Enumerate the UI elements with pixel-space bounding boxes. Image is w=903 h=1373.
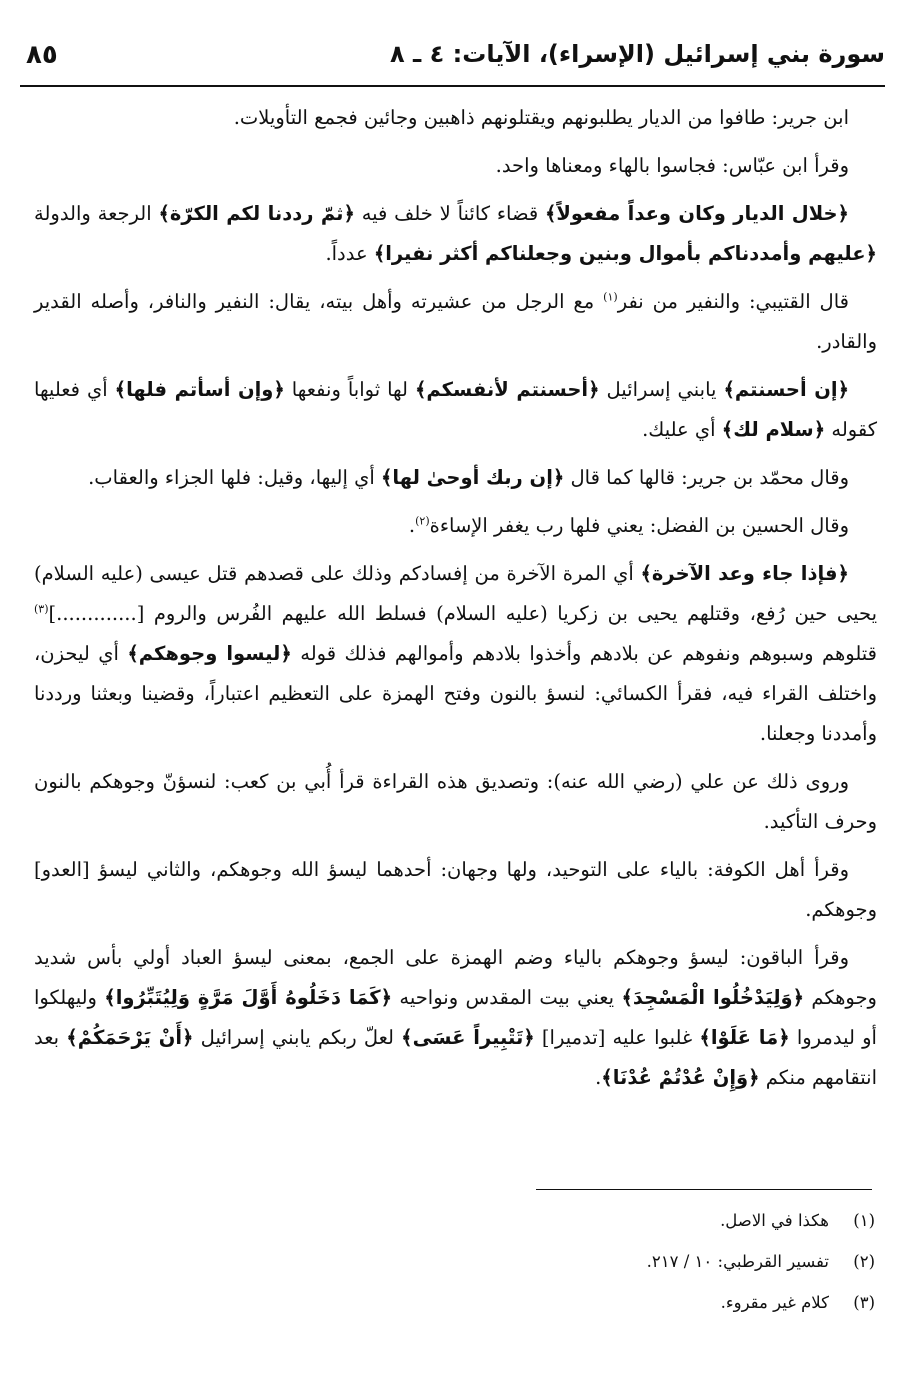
paragraph-text: وقرأ أهل الكوفة: بالياء على التوحيد، ولها وجهان: أحدهما ليسؤ الله وجوهكم، والثاني ليسؤ [العدو] وجوهكم. xyxy=(34,858,877,921)
quranic-quote: ﴿إن ربك أوحىٰ لها﴾ xyxy=(380,466,565,489)
footnote-rule xyxy=(536,1189,872,1190)
paragraph xyxy=(34,146,877,186)
quranic-quote: ﴿وَلِيَدْخُلُوا الْمَسْجِدَ﴾ xyxy=(621,986,805,1009)
paragraph-text: أي فعليها كقوله xyxy=(34,378,877,441)
footnote-text: هكذا في الاصل. xyxy=(720,1211,829,1230)
quranic-quote: ﴿مَا عَلَوْا﴾ xyxy=(699,1026,790,1049)
footnote-text: كلام غير مقروء. xyxy=(720,1293,829,1312)
footnote-reference: (٢) xyxy=(415,514,430,528)
quranic-quote: ﴿عليهم وأمددناكم بأموال وبنين وجعلناكم أكثر نفيرا﴾ xyxy=(373,242,877,265)
running-header xyxy=(22,38,885,80)
quranic-quote: ﴿خلال الديار وكان وعداً مفعولاً﴾ xyxy=(544,202,849,225)
paragraph-text: وقال الحسين بن الفضل: يعني فلها رب يغفر الإساءة xyxy=(429,514,849,537)
paragraph-text: الرجعة والدولة xyxy=(34,202,159,225)
footnote xyxy=(300,1282,875,1323)
quranic-quote: ﴿تَتْبِيراً عَسَى﴾ xyxy=(401,1026,535,1049)
paragraph-text: عدداً. xyxy=(325,242,374,265)
paragraph-text: يعني بيت المقدس ونواحيه xyxy=(392,986,622,1009)
footnote-text: تفسير القرطبي: ١٠ / ٢١٧. xyxy=(646,1252,829,1271)
paragraph xyxy=(34,282,877,362)
paragraph-text: وليهلكوا أو ليدمروا xyxy=(34,986,877,1049)
footnote xyxy=(300,1241,875,1282)
paragraph xyxy=(34,554,877,754)
paragraph-text: قال القتيبي: والنفير من نفر xyxy=(617,290,849,313)
paragraph-text: يابني إسرائيل xyxy=(599,378,724,401)
paragraph xyxy=(34,850,877,930)
paragraph-text: قضاء كائناً لا خلف فيه xyxy=(354,202,545,225)
quranic-quote: ﴿إن أحسنتم﴾ xyxy=(723,378,849,401)
body-text xyxy=(34,98,877,1106)
paragraph xyxy=(34,370,877,450)
footnote-number: (٣) xyxy=(853,1293,875,1312)
paragraph xyxy=(34,458,877,498)
footnote-number: (١) xyxy=(853,1211,875,1230)
footnote-number: (٢) xyxy=(853,1252,875,1271)
page-number: ٨٥ xyxy=(26,40,58,70)
quranic-quote: ﴿ثمّ رددنا لكم الكرّة﴾ xyxy=(158,202,355,225)
paragraph-text: بعد انتقامهم منكم xyxy=(34,1026,877,1089)
paragraph-text: لعلّ ربكم يابني إسرائيل xyxy=(193,1026,402,1049)
paragraph-text: . xyxy=(408,514,416,537)
paragraph-text: أي ليحزن، واختلف القراء فيه، فقرأ الكسائي: لنسؤ بالنون وفتح الهمزة على التعظيم اعتباراً، وقضينا وبعثنا ورددنا وأمددنا وجعلنا. xyxy=(34,642,877,745)
paragraph-text: أي عليك. xyxy=(642,418,722,441)
paragraph-text: وقرأ ابن عبّاس: فجاسوا بالهاء ومعناها واحد. xyxy=(495,154,849,177)
paragraph xyxy=(34,938,877,1098)
quranic-quote: ﴿وإن أسأتم فلها﴾ xyxy=(114,378,285,401)
quranic-quote: ﴿ليسوا وجوهكم﴾ xyxy=(127,642,292,665)
header-rule xyxy=(20,85,885,87)
paragraph-text: مع الرجل من عشيرته وأهل بيته، يقال: النفير والنافر، وأصله القدير والقادر. xyxy=(34,290,877,353)
paragraph xyxy=(34,194,877,274)
paragraph-text: . xyxy=(595,1066,602,1089)
footnote xyxy=(300,1200,875,1241)
paragraph-text: ابن جرير: طافوا من الديار يطلبونهم ويقتلونهم ذاهبين وجائين فجمع التأويلات. xyxy=(233,106,849,129)
paragraph-text: وقرأ الباقون: ليسؤ وجوهكم بالياء وضم الهمزة على الجمع، بمعنى ليسؤ العباد أولي بأس شديد وجوهكم xyxy=(34,946,877,1009)
quranic-quote: ﴿أحسنتم لأنفسكم﴾ xyxy=(414,378,600,401)
quranic-quote: ﴿فإذا جاء وعد الآخرة﴾ xyxy=(640,562,849,585)
paragraph-text: أي المرة الآخرة من إفسادكم وذلك على قصدهم قتل عيسى (عليه السلام) يحيى حين رُفع، وقتلهم يحيى بن زكريا (عليه السلام) فسلط الله عليهم الفُرس والروم [.............] xyxy=(34,562,877,625)
footnotes xyxy=(300,1200,875,1323)
paragraph-text: وقال محمّد بن جرير: قالها كما قال xyxy=(564,466,849,489)
quranic-quote: ﴿أَنْ يَرْحَمَكُمْ﴾ xyxy=(66,1026,194,1049)
quranic-quote: ﴿كَمَا دَخَلُوهُ أَوَّلَ مَرَّةٍ وَلِيُتَبِّرُوا﴾ xyxy=(104,986,393,1009)
quranic-quote: ﴿وَإِنْ عُدْتُمْ عُدْنَا﴾ xyxy=(601,1066,760,1089)
paragraph xyxy=(34,506,877,546)
paragraph-text: وروى ذلك عن علي (رضي الله عنه): وتصديق هذه القراءة قرأ أُبي بن كعب: لنسؤنّ وجوهكم بالنون وحرف التأكيد. xyxy=(34,770,877,833)
paragraph xyxy=(34,762,877,842)
paragraph-text: لها ثواباً ونفعها xyxy=(284,378,415,401)
footnote-reference: (١) xyxy=(603,290,618,304)
footnote-reference: (٣) xyxy=(34,602,49,616)
chapter-title: سورة بني إسرائيل (الإسراء)، الآيات: ٤ ـ ٨ xyxy=(390,40,885,68)
paragraph-text: قتلوهم وسبوهم ونفوهم عن بلادهم وأخذوا بلادهم وأموالهم فذلك قوله xyxy=(291,642,877,665)
paragraph-text: أي إليها، وقيل: فلها الجزاء والعقاب. xyxy=(88,466,381,489)
quranic-quote: ﴿سلام لك﴾ xyxy=(721,418,826,441)
paragraph-text: غلبوا عليه [تدميرا] xyxy=(534,1026,700,1049)
paragraph xyxy=(34,98,877,138)
